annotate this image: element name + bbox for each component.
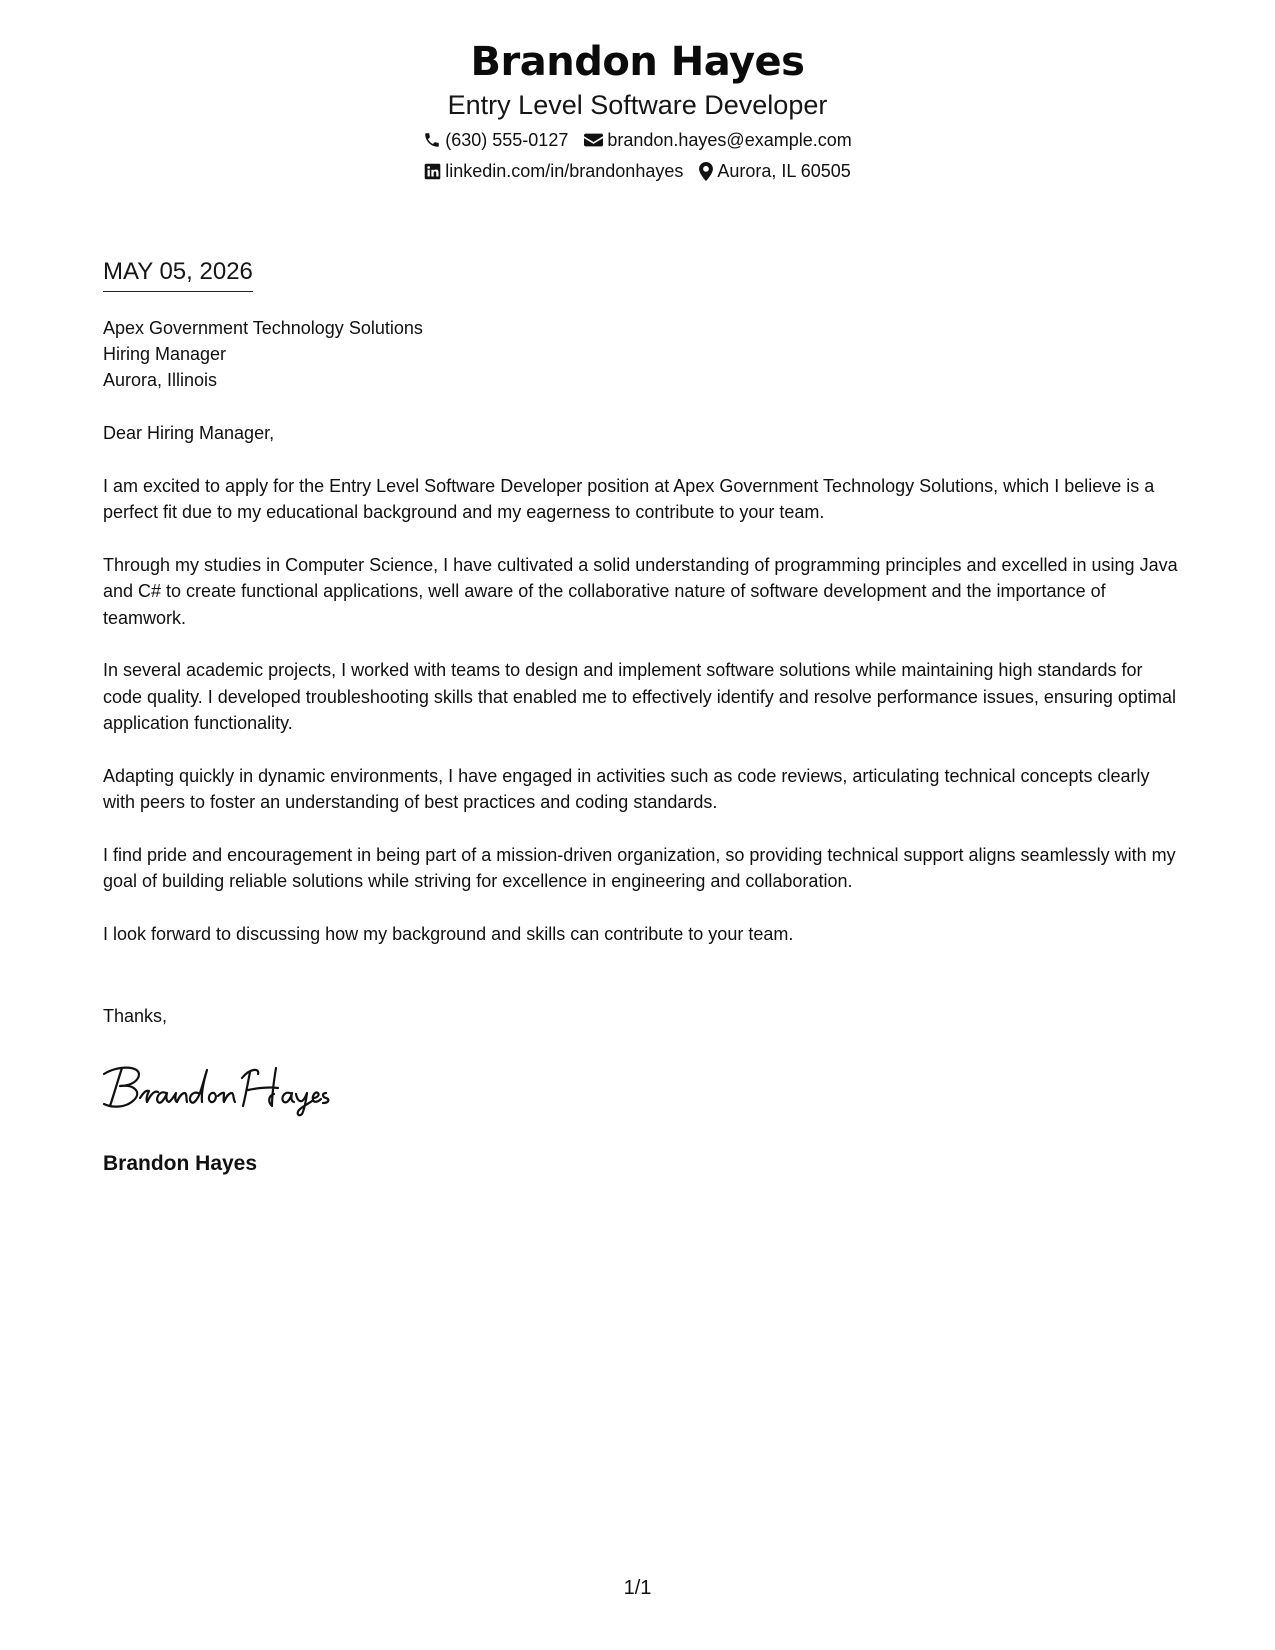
- contact-location: [699, 159, 850, 183]
- letter-body: [103, 420, 1183, 973]
- body-paragraph: In several academic projects, I worked with teams to design and implement software solutions while maintaining high standards for code quality. I developed troubleshooting skills that enabled me to effectively identify and resolve performance issues, ensuring optimal application functionality.: [103, 660, 1176, 733]
- sender-name: Brandon Hayes: [470, 39, 805, 85]
- contact-phone: [423, 128, 568, 152]
- phone-icon: [423, 131, 441, 149]
- envelope-icon: [584, 132, 603, 148]
- contact-row-2: [0, 159, 1275, 183]
- body-paragraph: Adapting quickly in dynamic environments, I have engaged in activities such as code reviews, articulating technical concepts clearly with peers to foster an understanding of best practices and coding standards.: [103, 765, 1150, 812]
- recipient-company: Apex Government Technology Solutions: [103, 318, 423, 338]
- email-text: brandon.hayes@example.com: [607, 130, 852, 150]
- contact-linkedin: [424, 159, 683, 183]
- letter-header: [0, 36, 1275, 183]
- linkedin-text: linkedin.com/in/brandonhayes: [445, 161, 684, 181]
- body-paragraph: I find pride and encouragement in being part of a mission-driven organization, so providing technical support aligns seamlessly with my goal of building reliable solutions while striving for excellence in engineering and collaboration.: [103, 844, 1176, 891]
- phone-text: (630) 555-0127: [445, 130, 569, 150]
- closing: Thanks,: [103, 1006, 168, 1026]
- page-number: 1/1: [623, 1577, 652, 1599]
- sender-role: Entry Level Software Developer: [447, 90, 828, 120]
- map-marker-icon: [699, 162, 713, 181]
- contact-row-1: [0, 128, 1275, 152]
- signed-name: Brandon Hayes: [103, 1152, 258, 1175]
- letter-date: MAY 05, 2026: [103, 257, 253, 292]
- greeting: Dear Hiring Manager,: [103, 423, 275, 443]
- body-paragraph: Through my studies in Computer Science, I have cultivated a solid understanding of programming principles and excelled in using Java and C# to create functional applications, well aware of the collaborative nature of software development and the importance of teamwork.: [103, 554, 1178, 628]
- handwritten-signature: [100, 1060, 340, 1125]
- body-paragraph: I look forward to discussing how my background and skills can contribute to your team.: [103, 923, 794, 944]
- linkedin-icon: [424, 163, 441, 180]
- recipient-block: [103, 315, 423, 393]
- contact-email: [584, 128, 851, 152]
- recipient-title: Hiring Manager: [103, 344, 227, 364]
- location-text: Aurora, IL 60505: [717, 161, 851, 181]
- body-paragraph: I am excited to apply for the Entry Level Software Developer position at Apex Government Technology Solutions, which I believe is a perfect fit due to my educational background and my eagerness to contribute to your team.: [103, 475, 1155, 522]
- recipient-location: Aurora, Illinois: [103, 370, 218, 390]
